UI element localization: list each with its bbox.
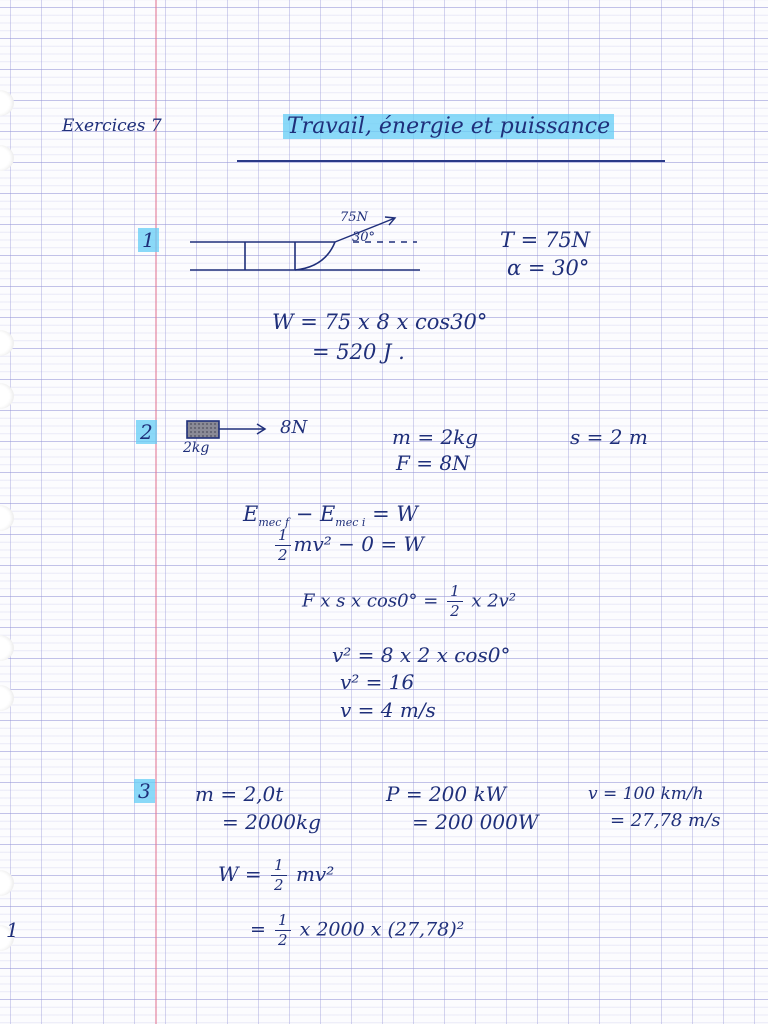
page-title <box>283 114 614 139</box>
margin-line <box>155 0 157 1024</box>
ramp-pull-diagram <box>185 212 425 282</box>
energy-equation-1: $E_{mec f} - E_{mec i} = W$ <box>243 502 418 530</box>
kinetic-work-equation-1: W = $\frac{1}{2}$ mv² <box>218 856 335 894</box>
binder-hole <box>0 383 14 409</box>
binder-hole <box>0 90 14 116</box>
given-speed-kmh: v = 100 km/h <box>588 784 704 804</box>
binder-hole <box>0 505 14 531</box>
energy-equation-2: $\frac{1}{2}$ mv² − 0 = W <box>272 528 424 563</box>
given-power-kw: P = 200 kW <box>386 782 507 806</box>
work-equation-line2: = 520 J . <box>312 340 405 364</box>
energy-equation-3: F x s x cos0° = $\frac{1}{2}$ x 2v² <box>302 582 517 620</box>
block-force-diagram <box>185 418 285 442</box>
block-force-label: 8N <box>280 417 308 438</box>
exercise-2-number: 2 <box>136 420 157 444</box>
page-number: 1 <box>6 918 19 942</box>
given-distance: s = 2 m <box>570 425 648 449</box>
exercise-1-number: 1 <box>138 228 159 252</box>
given-speed-ms: = 27,78 m/s <box>610 810 721 831</box>
given-mass-tonnes: m = 2,0t <box>195 782 284 806</box>
given-mass: m = 2kg <box>392 425 479 449</box>
title-underline <box>237 160 665 162</box>
block-mass-label: 2kg <box>183 440 210 456</box>
given-angle: α = 30° <box>507 256 590 280</box>
given-tension: T = 75N <box>500 228 591 252</box>
exercise-3-number: 3 <box>134 779 155 803</box>
binder-hole <box>0 635 14 661</box>
given-force: F = 8N <box>396 451 470 475</box>
kinetic-work-equation-2: = $\frac{1}{2}$ x 2000 x (27,78)² <box>250 911 465 949</box>
binder-hole <box>0 330 14 356</box>
title-highlight: Travail, énergie et puissance <box>283 114 614 139</box>
velocity-result: v = 4 m/s <box>340 698 436 722</box>
binder-hole <box>0 145 14 171</box>
binder-hole <box>0 685 14 711</box>
given-mass-kg: = 2000kg <box>222 810 321 834</box>
binder-hole <box>0 870 14 896</box>
given-power-w: = 200 000W <box>412 810 539 834</box>
velocity-equation-1: v² = 8 x 2 x cos0° <box>332 643 511 667</box>
exercises-label: Exercices 7 <box>62 116 162 136</box>
diagram-force-label: 75N <box>340 210 368 225</box>
diagram-angle-label: 30° <box>352 230 376 245</box>
work-equation-line1: W = 75 x 8 x cos30° <box>272 310 488 334</box>
velocity-equation-2: v² = 16 <box>340 670 415 694</box>
